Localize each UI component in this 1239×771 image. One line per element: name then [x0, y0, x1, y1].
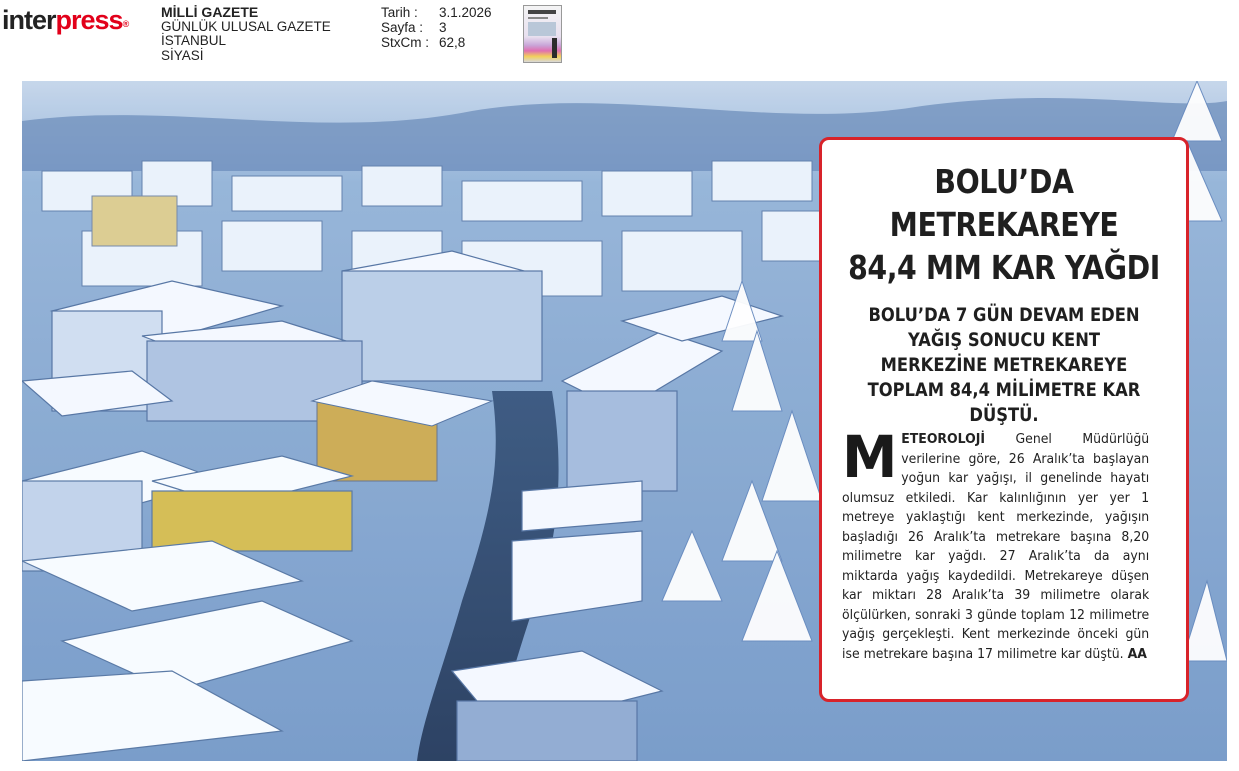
- headline-line: BOLU’DA: [934, 162, 1074, 201]
- meta-value: 3.1.2026: [439, 5, 492, 20]
- meta-label: StxCm :: [381, 35, 430, 50]
- agency-signature: AA: [1127, 646, 1147, 662]
- meta-value: 3: [439, 20, 447, 35]
- publication-name: MİLLİ GAZETE: [161, 4, 259, 20]
- body-text: Genel Müdürlüğü verilerine göre, 26 Aralık’ta başlayan yoğun kar yağışı, il genelinde hayatı olumsuz etkiledi. Kar kalınlığının yer yer 1 metreye yaklaştığı kent merkezinde, yağışın başladığı 26 Aralık’ta metrekare başına 8,20 milimetre kar yağdı. 27 Aralık’ta da aynı miktarda yağış kaydedildi. Metrekareye düşen kar miktarı 28 Aralık’ta 39 milimetre olarak ölçülürken, sonraki 3 günde toplam 12 milimetre yağış gerçekleşti. Kent merkezinde önceki gün ise metrekare başına 17 milimetre kar düştü.: [842, 432, 1150, 662]
- interpress-logo: [2, 4, 128, 36]
- meta-row-size: [381, 35, 492, 50]
- publication-type: GÜNLÜK ULUSAL GAZETE: [161, 18, 331, 34]
- logo-part2: press: [55, 5, 123, 35]
- meta-value: 62,8: [439, 35, 466, 50]
- meta-row-page: [381, 20, 492, 35]
- lead-word: ETEOROLOJİ: [901, 432, 986, 447]
- headline-line: METREKAREYE: [889, 205, 1119, 244]
- article-body: [842, 423, 1150, 664]
- headline-line: 84,4 MM KAR YAĞDI: [848, 248, 1160, 287]
- page-thumbnail[interactable]: [523, 5, 562, 63]
- logo-registered-mark: ®: [122, 19, 129, 29]
- subheadline: BOLU’DA 7 GÜN DEVAM EDEN YAĞIŞ SONUCU KENT MERKEZİNE METREKAREYE TOPLAM 84,4 MİLİMETRE KAR DÜŞTÜ.: [867, 304, 1141, 426]
- publication-city: İSTANBUL: [161, 33, 227, 48]
- publication-section: SİYASİ: [161, 47, 204, 63]
- meta-label: Tarih :: [381, 5, 418, 20]
- drop-cap: M: [842, 423, 898, 491]
- clipping-meta: [381, 5, 492, 50]
- logo-part1: inter: [2, 5, 56, 35]
- publication-info: [161, 5, 331, 63]
- meta-row-date: [381, 5, 492, 20]
- headline: [847, 160, 1160, 289]
- meta-label: Sayfa :: [381, 20, 424, 35]
- article-box: [819, 137, 1189, 702]
